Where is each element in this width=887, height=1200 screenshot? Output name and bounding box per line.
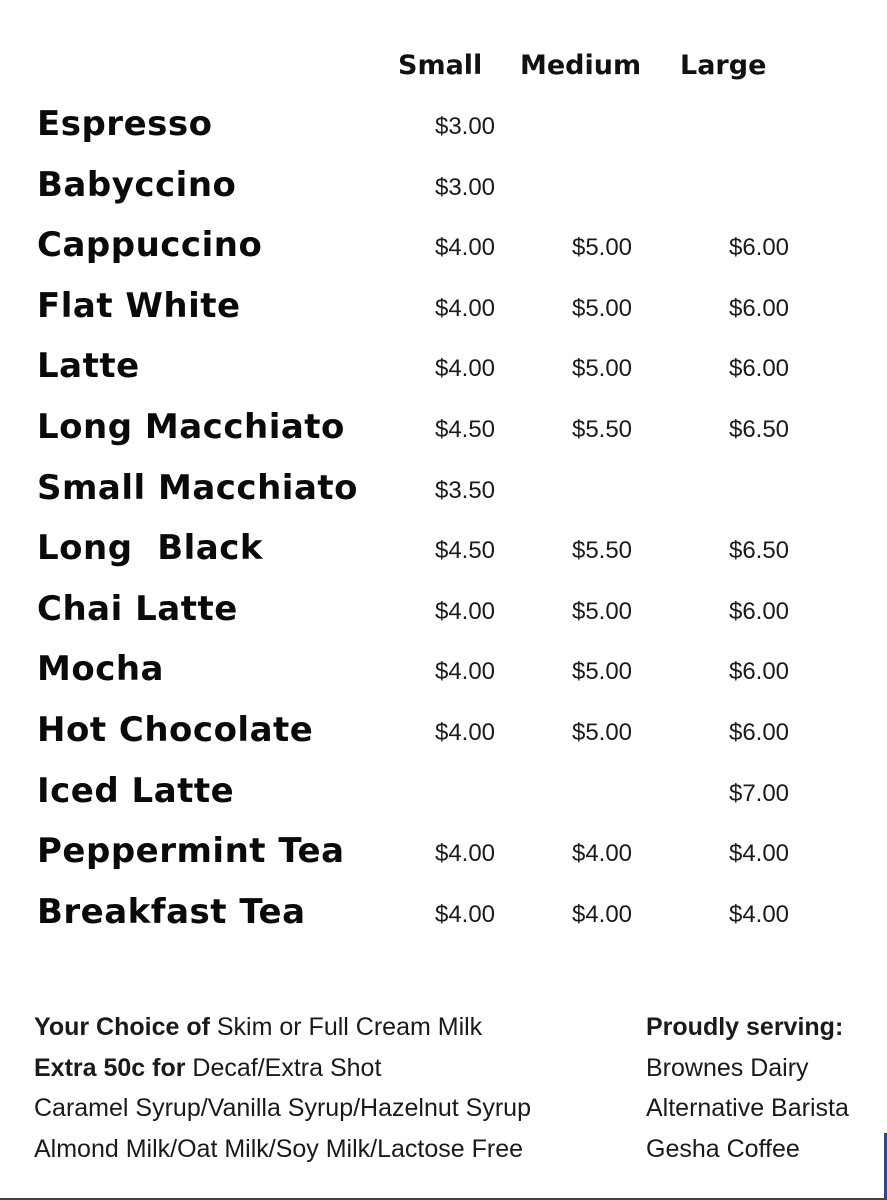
price-large: $7.00 <box>728 779 790 807</box>
item-name: Small Macchiato <box>37 467 359 508</box>
menu-row <box>0 468 887 528</box>
price-small: $3.50 <box>434 476 496 504</box>
alt-milks-line: Almond Milk/Oat Milk/Soy Milk/Lactose Free <box>34 1134 524 1163</box>
price-medium: $4.00 <box>571 840 633 868</box>
menu-row <box>0 104 887 164</box>
header-large: Large <box>680 50 767 81</box>
price-small: $3.00 <box>434 173 496 201</box>
milk-choice-label: Your Choice of <box>34 1013 210 1041</box>
milk-choice-line <box>34 1007 531 1048</box>
item-name: Babyccino <box>37 164 237 205</box>
price-medium: $5.00 <box>571 355 633 383</box>
price-small: $4.00 <box>434 900 496 928</box>
price-small: $4.00 <box>434 597 496 625</box>
price-small: $4.50 <box>434 537 496 565</box>
serving-title: Proudly serving: <box>646 1013 844 1041</box>
item-name: Hot Chocolate <box>37 710 314 750</box>
price-medium: $5.50 <box>571 416 633 443</box>
menu-row <box>0 165 887 225</box>
price-small: $4.50 <box>434 416 496 443</box>
menu-row <box>0 831 887 891</box>
price-large: $6.00 <box>728 658 790 686</box>
price-medium: $5.00 <box>571 658 633 686</box>
serving-brand: Alternative Barista <box>646 1094 849 1122</box>
item-name: Flat White <box>37 285 241 326</box>
price-small: $4.00 <box>434 840 496 868</box>
item-name: Mocha <box>37 649 164 690</box>
item-name: Peppermint Tea <box>37 831 345 872</box>
price-large: $6.50 <box>728 416 790 443</box>
menu-row <box>0 407 887 467</box>
proudly-serving <box>646 1007 849 1169</box>
options-notes <box>34 1007 531 1169</box>
syrups-line: Caramel Syrup/Vanilla Syrup/Hazelnut Syrup <box>34 1094 531 1122</box>
header-medium: Medium <box>520 50 642 81</box>
extra-charge-label: Extra 50c for <box>34 1053 186 1082</box>
item-name: Espresso <box>37 104 213 144</box>
milk-choice-text: Skim or Full Cream Milk <box>209 1013 483 1041</box>
price-medium: $5.50 <box>571 537 633 565</box>
price-small: $4.00 <box>434 719 496 746</box>
menu-row <box>0 771 887 831</box>
item-name: Breakfast Tea <box>37 891 306 932</box>
price-medium: $5.00 <box>571 294 633 322</box>
price-medium: $5.00 <box>571 597 633 625</box>
price-small: $3.00 <box>434 113 496 140</box>
item-name: Iced Latte <box>37 770 235 811</box>
header-small: Small <box>398 50 483 81</box>
menu-row <box>0 892 887 952</box>
item-name: Long Black <box>37 528 264 569</box>
price-small: $4.00 <box>434 355 496 383</box>
price-large: $6.00 <box>728 234 790 262</box>
price-large: $6.50 <box>728 537 790 565</box>
item-name: Long Macchiato <box>37 407 345 447</box>
menu-row <box>0 710 887 770</box>
serving-brand: Brownes Dairy <box>646 1053 809 1082</box>
extra-charge-line <box>34 1048 531 1089</box>
price-large: $6.00 <box>728 355 790 383</box>
menu-row <box>0 286 887 346</box>
serving-brand: Gesha Coffee <box>646 1134 800 1163</box>
menu-row <box>0 589 887 649</box>
price-medium: $5.00 <box>571 234 633 262</box>
price-large: $4.00 <box>728 840 790 868</box>
menu-row <box>0 225 887 285</box>
price-large: $6.00 <box>728 294 790 322</box>
price-medium: $5.00 <box>571 719 633 746</box>
menu-row <box>0 346 887 406</box>
menu-row <box>0 649 887 709</box>
item-name: Latte <box>37 346 140 387</box>
item-name: Chai Latte <box>37 588 238 629</box>
price-large: $6.00 <box>728 597 790 625</box>
menu-row <box>0 528 887 588</box>
price-large: $6.00 <box>728 719 790 746</box>
price-medium: $4.00 <box>571 900 633 928</box>
price-small: $4.00 <box>434 234 496 262</box>
price-small: $4.00 <box>434 294 496 322</box>
extra-charge-text: Decaf/Extra Shot <box>185 1053 382 1082</box>
price-small: $4.00 <box>434 658 496 686</box>
item-name: Cappuccino <box>37 225 263 266</box>
price-large: $4.00 <box>728 900 790 928</box>
